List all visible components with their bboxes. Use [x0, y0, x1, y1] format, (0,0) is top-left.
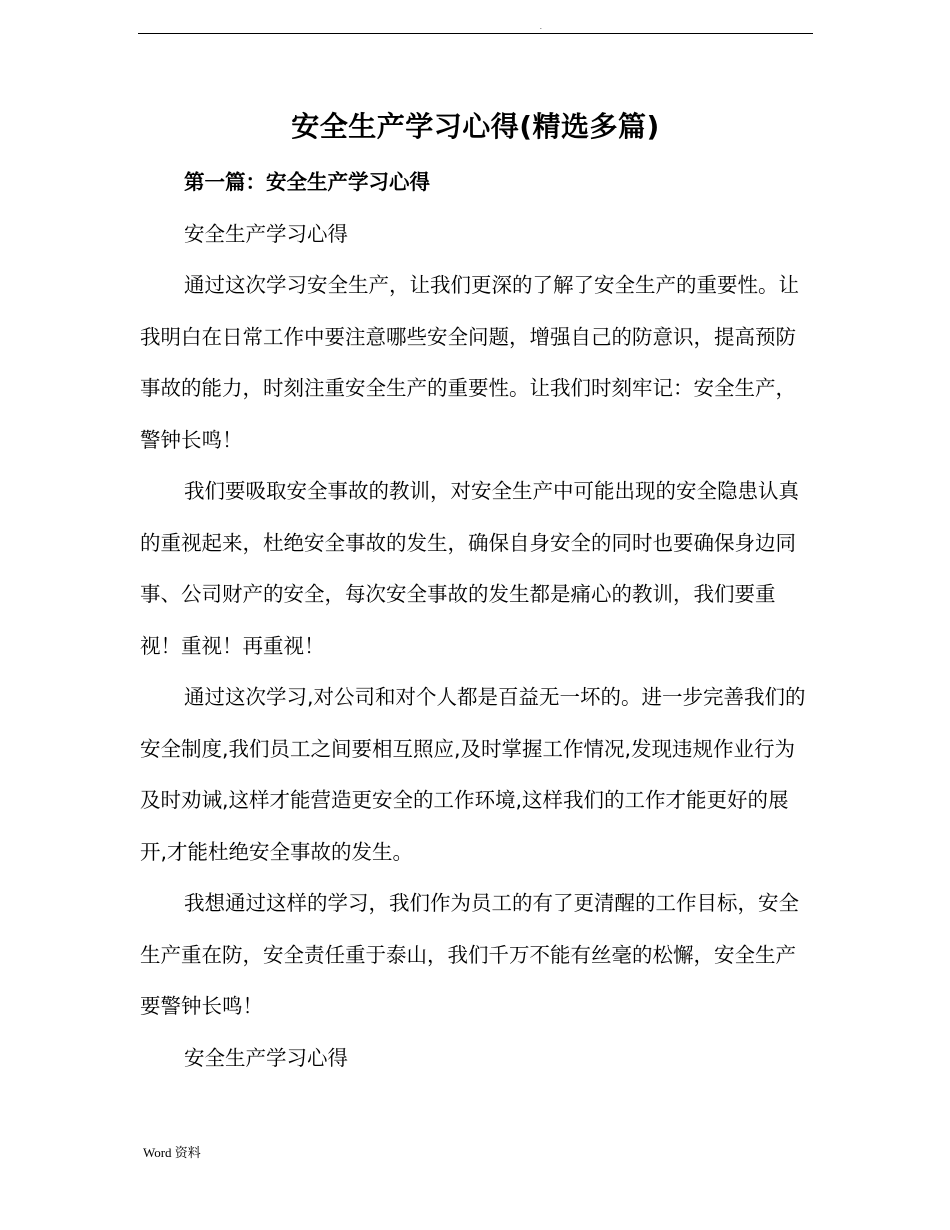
section-heading: 第一篇：安全生产学习心得 — [184, 170, 430, 194]
footer-label: Word 资料 — [143, 1145, 201, 1160]
header-rule — [138, 33, 813, 34]
paragraph: 我们要吸取安全事故的教训，对安全生产中可能出现的安全隐患认真的重视起来，杜绝安全事故的发生，确保自身安全的同时也要确保身边同事、公司财产的安全，每次安全事故的发生都是痛心的教训，我们要重视！重视！再重视！ — [140, 479, 799, 658]
paragraph: 通过这次学习,对公司和对个人都是百益无一坏的。进一步完善我们的安全制度,我们员工之间要相互照应,及时掌握工作情况,发现违规作业行为及时劝诫,这样才能营造更安全的工作环境,这样我们的工作才能更好的展开,才能杜绝安全事故的发生。 — [140, 685, 806, 864]
paragraph: 安全生产学习心得 — [184, 221, 348, 246]
paragraph: 安全生产学习心得 — [184, 1045, 348, 1070]
document-body — [140, 157, 815, 1084]
header-marker: . — [540, 23, 542, 31]
paragraph: 通过这次学习安全生产，让我们更深的了解了安全生产的重要性。让我明白在日常工作中要注意哪些安全问题，增强自己的防意识，提高预防事故的能力，时刻注重安全生产的重要性。让我们时刻牢记：安全生产，警钟长鸣！ — [140, 273, 799, 452]
document-title: 安全生产学习心得(精选多篇) — [291, 109, 660, 143]
paragraph: 我想通过这样的学习，我们作为员工的有了更清醒的工作目标，安全生产重在防，安全责任重于泰山，我们千万不能有丝毫的松懈，安全生产要警钟长鸣！ — [140, 891, 799, 1018]
